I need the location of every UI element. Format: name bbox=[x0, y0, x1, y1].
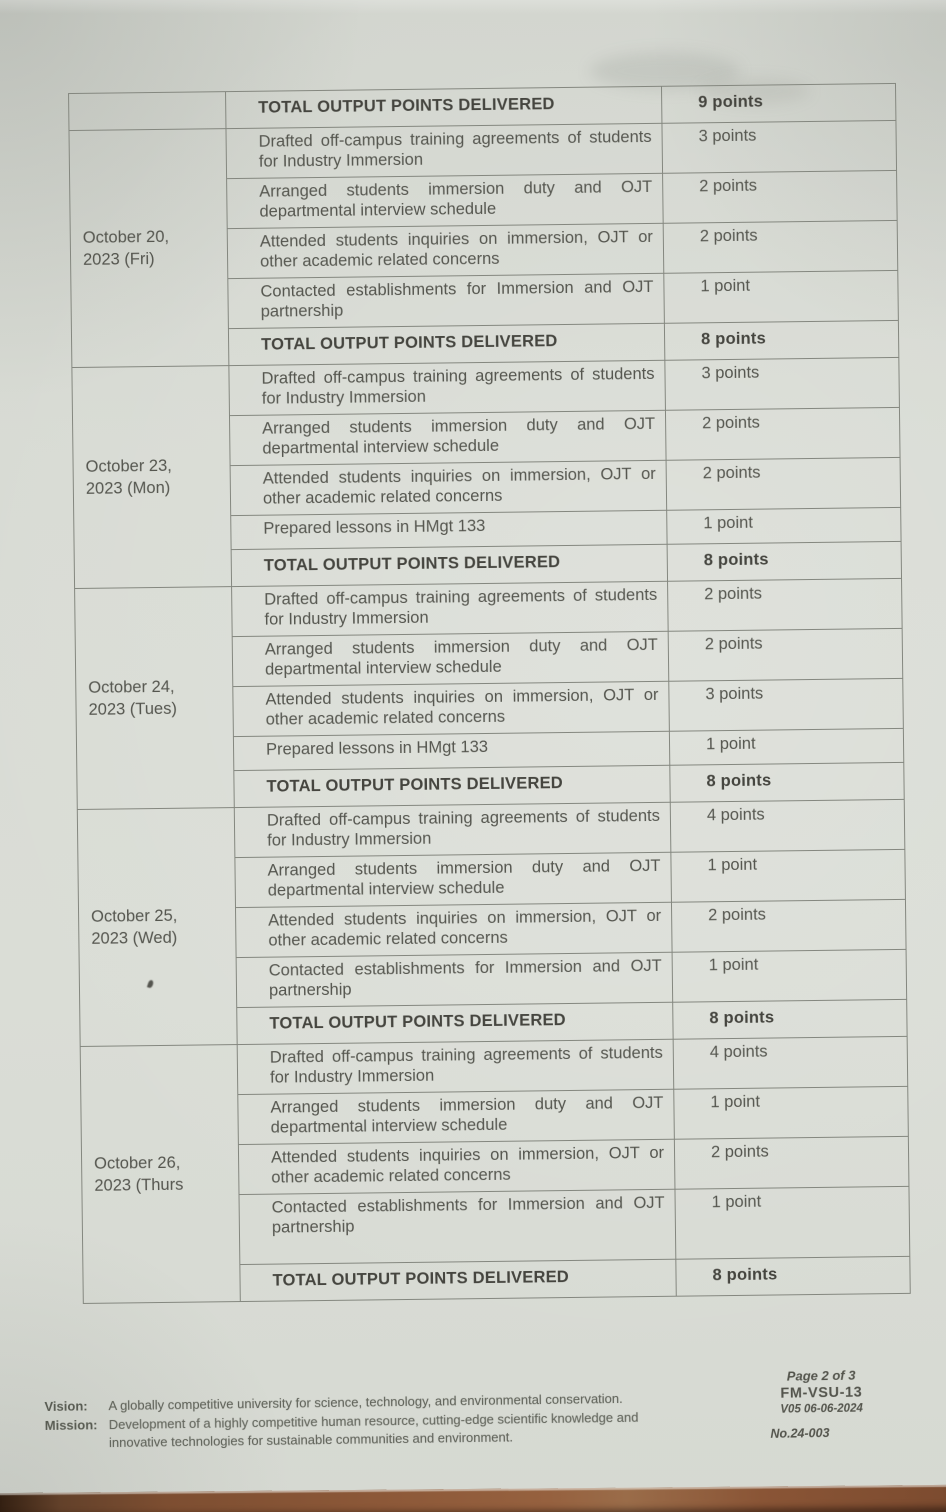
date-cell bbox=[75, 587, 235, 810]
task-description-cell: Contacted establishments for Immersion and OJT partnership bbox=[239, 1189, 676, 1264]
task-description-cell: Drafted off-campus training agreements of students for Industry Immersion bbox=[237, 1039, 674, 1094]
task-description-cell: Drafted off-campus training agreements of students for Industry Immersion bbox=[234, 802, 671, 857]
points-cell: 2 points bbox=[668, 628, 903, 681]
task-description-cell: Arranged students immersion duty and OJT departmental interview schedule bbox=[227, 173, 664, 228]
task-description-cell: Arranged students immersion duty and OJT departmental interview schedule bbox=[238, 1089, 675, 1144]
form-number: No.24-003 bbox=[770, 1426, 830, 1441]
task-description-cell: Drafted off-campus training agreements of students for Industry Immersion bbox=[226, 123, 663, 178]
date-cell bbox=[72, 366, 232, 589]
points-cell: 4 points bbox=[673, 1036, 908, 1089]
task-description-cell: Arranged students immersion duty and OJT departmental interview schedule bbox=[229, 410, 666, 465]
date-line-2: 2023 (Mon) bbox=[85, 478, 171, 498]
empty-date-cell bbox=[69, 92, 226, 131]
points-cell: 3 points bbox=[662, 120, 897, 173]
points-cell: 1 point bbox=[667, 507, 901, 544]
form-code: FM-VSU-13 bbox=[780, 1384, 863, 1402]
points-cell: 1 point bbox=[672, 949, 907, 1002]
total-points-cell: 9 points bbox=[661, 83, 895, 123]
total-label-cell: TOTAL OUTPUT POINTS DELIVERED bbox=[231, 544, 667, 586]
task-description-cell: Drafted off-campus training agreements of students for Industry Immersion bbox=[232, 581, 669, 636]
points-cell: 3 points bbox=[669, 678, 904, 731]
points-cell: 3 points bbox=[665, 357, 900, 410]
form-version: V05 06-06-2024 bbox=[780, 1402, 863, 1416]
vision-label: Vision: bbox=[44, 1398, 88, 1414]
date-line-2: 2023 (Tues) bbox=[88, 699, 178, 719]
total-points-cell: 8 points bbox=[667, 541, 901, 581]
total-label-cell: TOTAL OUTPUT POINTS DELIVERED bbox=[228, 323, 664, 365]
points-cell: 1 point bbox=[675, 1186, 910, 1259]
task-description-cell: Prepared lessons in HMgt 133 bbox=[233, 731, 669, 770]
points-cell: 1 point bbox=[674, 1086, 909, 1139]
task-description-cell: Arranged students immersion duty and OJT departmental interview schedule bbox=[235, 852, 672, 907]
task-description-cell: Contacted establishments for Immersion and OJT partnership bbox=[236, 952, 673, 1007]
wood-table-surface bbox=[0, 1485, 946, 1512]
date-cell bbox=[77, 808, 237, 1047]
total-label-cell: TOTAL OUTPUT POINTS DELIVERED bbox=[226, 86, 662, 128]
total-points-cell: 8 points bbox=[673, 999, 907, 1039]
mission-text: Development of a highly competitive human resource, cutting-edge scientific knowledge and innovative technologies for sustainable communities and environment. bbox=[108, 1409, 639, 1451]
mission-label: Mission: bbox=[44, 1417, 98, 1433]
page-number: Page 2 of 3 bbox=[786, 1367, 856, 1384]
vision-mission-block bbox=[44, 1389, 665, 1454]
task-description-cell: Arranged students immersion duty and OJT departmental interview schedule bbox=[232, 631, 669, 686]
points-cell: 4 points bbox=[670, 799, 905, 852]
points-cell: 1 point bbox=[664, 270, 899, 323]
points-cell: 2 points bbox=[663, 170, 898, 223]
mission-row bbox=[45, 1408, 665, 1453]
task-description-cell: Attended students inquiries on immersion, OJT or other academic related concerns bbox=[227, 223, 664, 278]
points-cell: 1 point bbox=[669, 728, 903, 765]
points-cell: 2 points bbox=[665, 407, 900, 460]
points-cell: 2 points bbox=[674, 1136, 909, 1189]
date-cell bbox=[80, 1045, 240, 1304]
points-cell: 1 point bbox=[671, 849, 906, 902]
total-label-cell: TOTAL OUTPUT POINTS DELIVERED bbox=[240, 1259, 676, 1301]
task-description-cell: Prepared lessons in HMgt 133 bbox=[231, 510, 667, 549]
points-cell: 2 points bbox=[671, 899, 906, 952]
total-label-cell: TOTAL OUTPUT POINTS DELIVERED bbox=[237, 1002, 673, 1044]
total-points-cell: 8 points bbox=[664, 320, 898, 360]
date-line-1: October 23, bbox=[85, 456, 172, 476]
date-cell bbox=[69, 129, 229, 368]
vision-text: A globally competitive university for science, technology, and environmental conservation. bbox=[108, 1390, 623, 1414]
task-description-cell: Attended students inquiries on immersion, OJT or other academic related concerns bbox=[238, 1139, 675, 1194]
date-line-2: 2023 (Fri) bbox=[82, 250, 155, 269]
date-line-1: October 24, bbox=[88, 677, 175, 697]
form-meta-block bbox=[746, 1366, 897, 1442]
total-points-cell: 8 points bbox=[676, 1256, 910, 1296]
date-line-1: October 26, bbox=[94, 1153, 181, 1173]
task-description-cell: Contacted establishments for Immersion and OJT partnership bbox=[228, 273, 665, 328]
task-description-cell: Drafted off-campus training agreements of students for Industry Immersion bbox=[229, 360, 666, 415]
date-line-1: October 20, bbox=[82, 227, 170, 247]
points-cell: 2 points bbox=[668, 578, 903, 631]
points-cell: 2 points bbox=[666, 457, 901, 510]
points-cell: 2 points bbox=[663, 220, 898, 273]
total-points-cell: 8 points bbox=[670, 762, 904, 802]
accomplishment-report-table-wrap bbox=[68, 83, 910, 1304]
accomplishment-report-table bbox=[68, 83, 911, 1304]
task-description-cell: Attended students inquiries on immersion, OJT or other academic related concerns bbox=[235, 902, 672, 957]
task-description-cell: Attended students inquiries on immersion, OJT or other academic related concerns bbox=[233, 681, 670, 736]
date-line-2: 2023 (Thurs bbox=[94, 1175, 184, 1195]
date-line-1: October 25, bbox=[90, 906, 178, 926]
total-label-cell: TOTAL OUTPUT POINTS DELIVERED bbox=[234, 765, 670, 807]
page-footer bbox=[0, 1361, 946, 1451]
task-description-cell: Attended students inquiries on immersion, OJT or other academic related concerns bbox=[230, 460, 667, 515]
date-line-2: 2023 (Wed) bbox=[91, 928, 178, 948]
accomplishment-report-table-body bbox=[69, 83, 911, 1303]
